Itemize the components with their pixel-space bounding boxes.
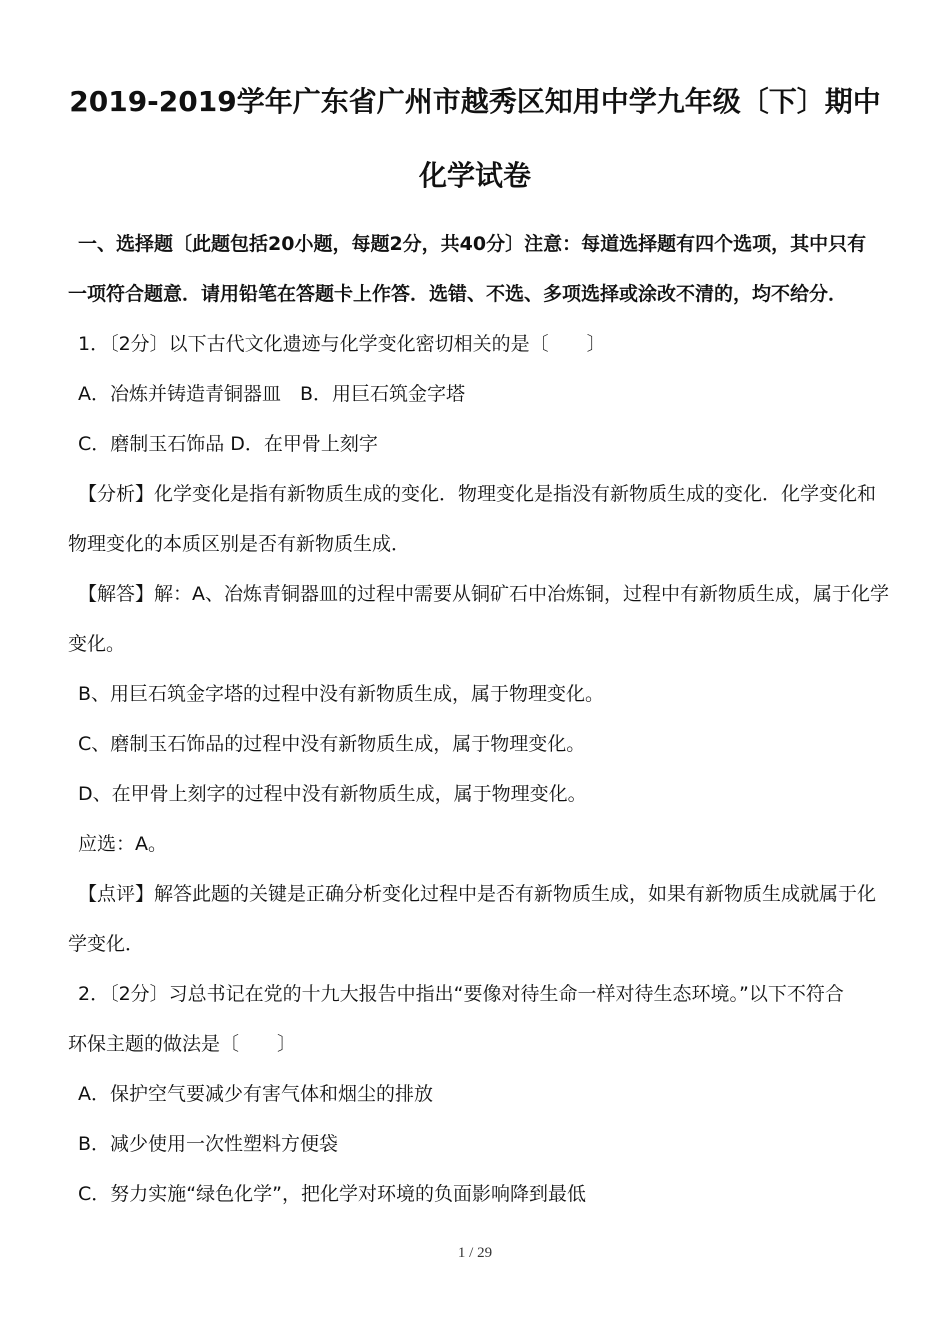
q1-answer-line-1: 【解答】解：A、冶炼青铜器皿的过程中需要从铜矿石中冶炼铜，过程中有新物质生成，属于化学 [78, 583, 890, 605]
section-instructions-line-1: 一、选择题〔此题包括20小题，每题2分，共40分〕注意：每道选择题有四个选项，其中只有 [78, 233, 867, 255]
q1-stem: 1．〔2分〕以下古代文化遗迹与化学变化密切相关的是〔 〕 [78, 333, 606, 355]
q2-stem-line-1: 2．〔2分〕习总书记在党的十九大报告中指出“要像对待生命一样对待生态环境。”以下不符合 [78, 983, 844, 1005]
q1-options-ab: A．冶炼并铸造青铜器皿 B．用巨石筑金字塔 [78, 383, 466, 405]
q1-comment-line-1: 【点评】解答此题的关键是正确分析变化过程中是否有新物质生成，如果有新物质生成就属于化 [78, 883, 877, 905]
q1-answer-c: C、磨制玉石饰品的过程中没有新物质生成，属于物理变化。 [78, 733, 586, 755]
q1-choice: 应选：A。 [78, 833, 167, 855]
q2-option-b: B．减少使用一次性塑料方便袋 [78, 1133, 339, 1155]
q2-option-c: C．努力实施“绿色化学”，把化学对环境的负面影响降到最低 [78, 1183, 586, 1205]
q1-answer-d: D、在甲骨上刻字的过程中没有新物质生成，属于物理变化。 [78, 783, 587, 805]
q1-analysis-line-2: 物理变化的本质区别是否有新物质生成． [68, 533, 411, 555]
q1-options-cd: C．磨制玉石饰品 D．在甲骨上刻字 [78, 433, 378, 455]
page-number: 1 / 29 [457, 1245, 493, 1261]
document-title-line-1: 2019-2019学年广东省广州市越秀区知用中学九年级〔下〕期中 [69, 85, 881, 118]
q1-answer-b: B、用巨石筑金字塔的过程中没有新物质生成，属于物理变化。 [78, 683, 605, 705]
q1-answer-line-2: 变化。 [68, 633, 126, 655]
q2-stem-line-2: 环保主题的做法是〔 〕 [68, 1033, 297, 1055]
q1-analysis-line-1: 【分析】化学变化是指有新物质生成的变化．物理变化是指没有新物质生成的变化．化学变化和 [78, 483, 877, 505]
document-title-line-2: 化学试卷 [418, 159, 531, 192]
q1-comment-line-2: 学变化． [68, 933, 145, 955]
q2-option-a: A．保护空气要减少有害气体和烟尘的排放 [78, 1083, 433, 1105]
section-instructions-line-2: 一项符合题意．请用铅笔在答题卡上作答．选错、不选、多项选择或涂改不清的，均不给分． [68, 283, 848, 305]
